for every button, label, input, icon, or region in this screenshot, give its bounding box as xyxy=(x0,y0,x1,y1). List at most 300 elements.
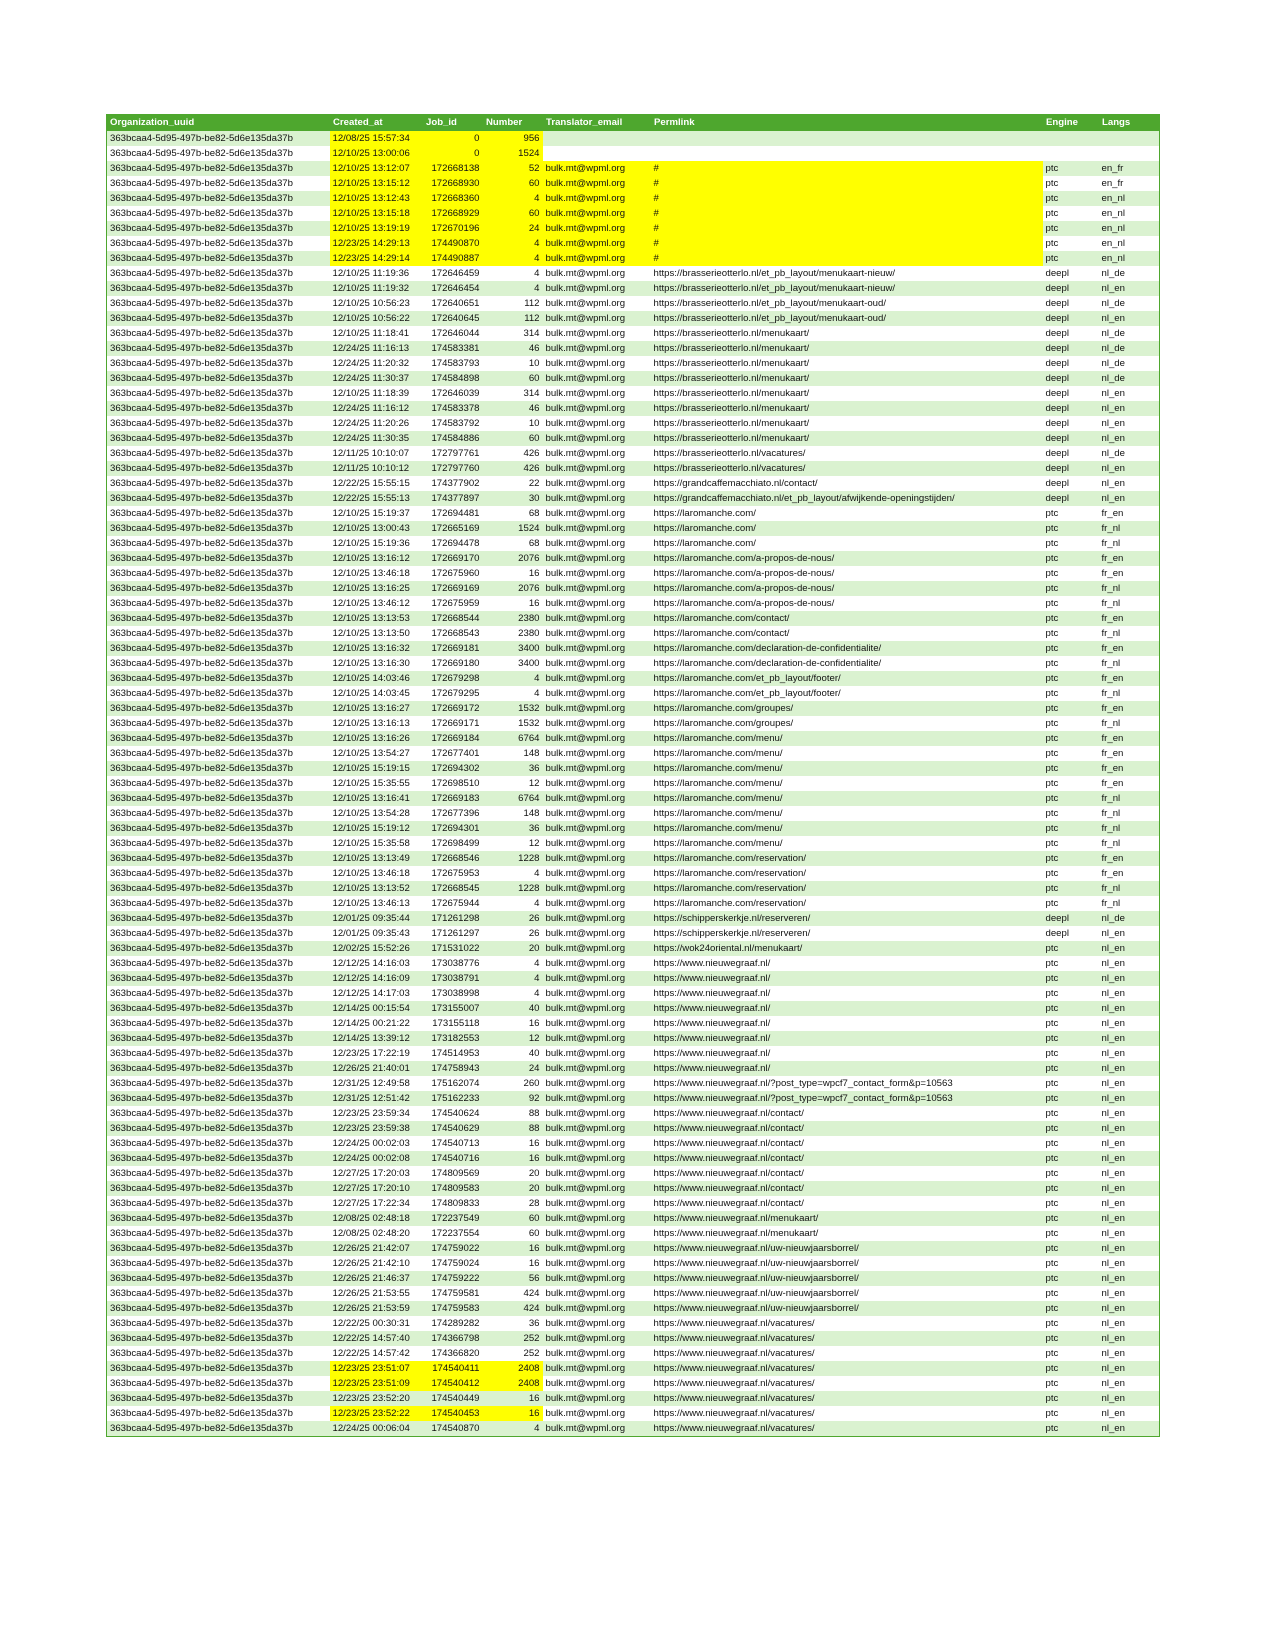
cell-organization-uuid: 363bcaa4-5d95-497b-be82-5d6e135da37b xyxy=(107,1286,330,1301)
cell-job-id: 172679295 xyxy=(423,686,483,701)
cell-number: 4 xyxy=(483,986,543,1001)
cell-organization-uuid: 363bcaa4-5d95-497b-be82-5d6e135da37b xyxy=(107,296,330,311)
cell-engine: ptc xyxy=(1043,581,1099,596)
cell-job-id: 174759581 xyxy=(423,1286,483,1301)
cell-permlink: https://laromanche.com/contact/ xyxy=(651,626,1043,641)
cell-job-id: 174366798 xyxy=(423,1331,483,1346)
cell-langs: fr_en xyxy=(1099,701,1160,716)
cell-permlink: https://brasserieotterlo.nl/et_pb_layout/menukaart-oud/ xyxy=(651,296,1043,311)
cell-number: 4 xyxy=(483,866,543,881)
cell-permlink: https://laromanche.com/et_pb_layout/footer/ xyxy=(651,686,1043,701)
cell-engine: ptc xyxy=(1043,746,1099,761)
cell-translator-email: bulk.mt@wpml.org xyxy=(543,266,651,281)
cell-langs: nl_en xyxy=(1099,386,1160,401)
cell-number: 424 xyxy=(483,1301,543,1316)
cell-langs: fr_en xyxy=(1099,851,1160,866)
cell-permlink: https://laromanche.com/contact/ xyxy=(651,611,1043,626)
cell-permlink: https://laromanche.com/a-propos-de-nous/ xyxy=(651,596,1043,611)
cell-engine: deepl xyxy=(1043,371,1099,386)
cell-permlink: https://www.nieuwegraaf.nl/vacatures/ xyxy=(651,1361,1043,1376)
table-row xyxy=(107,656,1160,671)
cell-created-at: 12/10/25 13:54:28 xyxy=(330,806,423,821)
cell-number: 260 xyxy=(483,1076,543,1091)
cell-number: 92 xyxy=(483,1091,543,1106)
cell-organization-uuid: 363bcaa4-5d95-497b-be82-5d6e135da37b xyxy=(107,476,330,491)
cell-translator-email: bulk.mt@wpml.org xyxy=(543,1406,651,1421)
cell-number: 6764 xyxy=(483,791,543,806)
cell-job-id: 172669169 xyxy=(423,581,483,596)
cell-translator-email: bulk.mt@wpml.org xyxy=(543,401,651,416)
cell-translator-email: bulk.mt@wpml.org xyxy=(543,956,651,971)
cell-engine: deepl xyxy=(1043,416,1099,431)
cell-job-id: 172675959 xyxy=(423,596,483,611)
cell-created-at: 12/24/25 11:30:37 xyxy=(330,371,423,386)
cell-translator-email: bulk.mt@wpml.org xyxy=(543,1391,651,1406)
table-row xyxy=(107,551,1160,566)
table-row xyxy=(107,176,1160,191)
cell-permlink: https://www.nieuwegraaf.nl/contact/ xyxy=(651,1106,1043,1121)
cell-permlink: https://laromanche.com/menu/ xyxy=(651,806,1043,821)
table-row xyxy=(107,1241,1160,1256)
cell-organization-uuid: 363bcaa4-5d95-497b-be82-5d6e135da37b xyxy=(107,566,330,581)
cell-langs: nl_en xyxy=(1099,461,1160,476)
cell-langs: fr_en xyxy=(1099,731,1160,746)
cell-number: 26 xyxy=(483,911,543,926)
cell-translator-email: bulk.mt@wpml.org xyxy=(543,296,651,311)
table-row xyxy=(107,476,1160,491)
cell-translator-email: bulk.mt@wpml.org xyxy=(543,581,651,596)
cell-permlink: https://www.nieuwegraaf.nl/uw-nieuwjaarsborrel/ xyxy=(651,1241,1043,1256)
cell-langs: nl_en xyxy=(1099,1271,1160,1286)
cell-organization-uuid: 363bcaa4-5d95-497b-be82-5d6e135da37b xyxy=(107,716,330,731)
cell-number: 1228 xyxy=(483,881,543,896)
cell-permlink: https://www.nieuwegraaf.nl/ xyxy=(651,986,1043,1001)
cell-langs: nl_en xyxy=(1099,1031,1160,1046)
cell-created-at: 12/02/25 15:52:26 xyxy=(330,941,423,956)
cell-number: 20 xyxy=(483,1181,543,1196)
cell-created-at: 12/10/25 11:19:32 xyxy=(330,281,423,296)
cell-number: 2380 xyxy=(483,626,543,641)
cell-engine: ptc xyxy=(1043,206,1099,221)
cell-permlink: https://www.nieuwegraaf.nl/ xyxy=(651,971,1043,986)
cell-job-id: 172669172 xyxy=(423,701,483,716)
cell-langs: nl_de xyxy=(1099,356,1160,371)
cell-engine: deepl xyxy=(1043,326,1099,341)
table-row xyxy=(107,461,1160,476)
cell-organization-uuid: 363bcaa4-5d95-497b-be82-5d6e135da37b xyxy=(107,641,330,656)
table-row xyxy=(107,686,1160,701)
cell-translator-email: bulk.mt@wpml.org xyxy=(543,1121,651,1136)
cell-organization-uuid: 363bcaa4-5d95-497b-be82-5d6e135da37b xyxy=(107,1031,330,1046)
cell-created-at: 12/23/25 23:52:22 xyxy=(330,1406,423,1421)
cell-translator-email: bulk.mt@wpml.org xyxy=(543,941,651,956)
cell-organization-uuid: 363bcaa4-5d95-497b-be82-5d6e135da37b xyxy=(107,611,330,626)
table-row xyxy=(107,701,1160,716)
cell-created-at: 12/08/25 15:57:34 xyxy=(330,131,423,147)
cell-created-at: 12/27/25 17:20:10 xyxy=(330,1181,423,1196)
table-row xyxy=(107,221,1160,236)
cell-langs: nl_en xyxy=(1099,1166,1160,1181)
cell-created-at: 12/10/25 15:19:36 xyxy=(330,536,423,551)
cell-created-at: 12/23/25 14:29:14 xyxy=(330,251,423,266)
cell-langs: fr_en xyxy=(1099,761,1160,776)
cell-permlink: https://www.nieuwegraaf.nl/uw-nieuwjaarsborrel/ xyxy=(651,1301,1043,1316)
cell-permlink: https://www.nieuwegraaf.nl/vacatures/ xyxy=(651,1376,1043,1391)
cell-translator-email: bulk.mt@wpml.org xyxy=(543,371,651,386)
cell-permlink: https://www.nieuwegraaf.nl/contact/ xyxy=(651,1166,1043,1181)
cell-engine: ptc xyxy=(1043,1391,1099,1406)
cell-created-at: 12/10/25 13:13:53 xyxy=(330,611,423,626)
cell-permlink: https://brasserieotterlo.nl/menukaart/ xyxy=(651,431,1043,446)
cell-translator-email: bulk.mt@wpml.org xyxy=(543,611,651,626)
cell-engine: ptc xyxy=(1043,161,1099,176)
cell-engine: deepl xyxy=(1043,311,1099,326)
cell-langs: nl_en xyxy=(1099,1136,1160,1151)
cell-permlink: https://grandcaffemacchiato.nl/et_pb_layout/afwijkende-openingstijden/ xyxy=(651,491,1043,506)
header-row xyxy=(107,115,1160,131)
cell-permlink: https://laromanche.com/declaration-de-confidentialite/ xyxy=(651,641,1043,656)
table-row xyxy=(107,491,1160,506)
cell-number: 4 xyxy=(483,896,543,911)
cell-permlink: https://schipperskerkje.nl/reserveren/ xyxy=(651,926,1043,941)
cell-organization-uuid: 363bcaa4-5d95-497b-be82-5d6e135da37b xyxy=(107,806,330,821)
cell-organization-uuid: 363bcaa4-5d95-497b-be82-5d6e135da37b xyxy=(107,896,330,911)
cell-translator-email: bulk.mt@wpml.org xyxy=(543,1346,651,1361)
cell-langs: nl_en xyxy=(1099,971,1160,986)
cell-engine: ptc xyxy=(1043,1031,1099,1046)
cell-organization-uuid: 363bcaa4-5d95-497b-be82-5d6e135da37b xyxy=(107,1256,330,1271)
cell-number: 28 xyxy=(483,1196,543,1211)
col-header-translator-email: Translator_email xyxy=(543,115,651,131)
cell-created-at: 12/11/25 10:10:07 xyxy=(330,446,423,461)
cell-engine: ptc xyxy=(1043,941,1099,956)
cell-translator-email: bulk.mt@wpml.org xyxy=(543,1166,651,1181)
cell-langs: nl_en xyxy=(1099,926,1160,941)
cell-translator-email: bulk.mt@wpml.org xyxy=(543,911,651,926)
cell-number: 426 xyxy=(483,446,543,461)
cell-number: 2076 xyxy=(483,581,543,596)
cell-translator-email: bulk.mt@wpml.org xyxy=(543,1091,651,1106)
cell-langs: fr_en xyxy=(1099,566,1160,581)
cell-langs: fr_en xyxy=(1099,551,1160,566)
cell-created-at: 12/10/25 13:16:25 xyxy=(330,581,423,596)
cell-permlink: https://laromanche.com/menu/ xyxy=(651,836,1043,851)
cell-permlink: https://laromanche.com/ xyxy=(651,506,1043,521)
cell-created-at: 12/26/25 21:53:55 xyxy=(330,1286,423,1301)
cell-created-at: 12/10/25 13:12:43 xyxy=(330,191,423,206)
cell-engine: ptc xyxy=(1043,611,1099,626)
cell-permlink: https://brasserieotterlo.nl/menukaart/ xyxy=(651,371,1043,386)
cell-langs: nl_en xyxy=(1099,1316,1160,1331)
cell-translator-email: bulk.mt@wpml.org xyxy=(543,851,651,866)
cell-permlink: https://laromanche.com/menu/ xyxy=(651,776,1043,791)
cell-job-id: 174584898 xyxy=(423,371,483,386)
cell-permlink: https://www.nieuwegraaf.nl/contact/ xyxy=(651,1181,1043,1196)
cell-translator-email: bulk.mt@wpml.org xyxy=(543,731,651,746)
table-row xyxy=(107,761,1160,776)
cell-number: 1228 xyxy=(483,851,543,866)
cell-created-at: 12/23/25 23:51:07 xyxy=(330,1361,423,1376)
cell-organization-uuid: 363bcaa4-5d95-497b-be82-5d6e135da37b xyxy=(107,191,330,206)
table-row xyxy=(107,371,1160,386)
cell-organization-uuid: 363bcaa4-5d95-497b-be82-5d6e135da37b xyxy=(107,311,330,326)
cell-organization-uuid: 363bcaa4-5d95-497b-be82-5d6e135da37b xyxy=(107,1316,330,1331)
cell-organization-uuid: 363bcaa4-5d95-497b-be82-5d6e135da37b xyxy=(107,1196,330,1211)
cell-engine: ptc xyxy=(1043,1376,1099,1391)
cell-translator-email: bulk.mt@wpml.org xyxy=(543,536,651,551)
table-row xyxy=(107,716,1160,731)
cell-number: 16 xyxy=(483,1241,543,1256)
cell-number: 112 xyxy=(483,311,543,326)
cell-translator-email: bulk.mt@wpml.org xyxy=(543,1136,651,1151)
cell-engine: ptc xyxy=(1043,1001,1099,1016)
cell-created-at: 12/10/25 13:46:18 xyxy=(330,566,423,581)
cell-job-id: 173182553 xyxy=(423,1031,483,1046)
cell-translator-email: bulk.mt@wpml.org xyxy=(543,386,651,401)
cell-langs: en_fr xyxy=(1099,161,1160,176)
cell-created-at: 12/10/25 10:56:22 xyxy=(330,311,423,326)
cell-number: 3400 xyxy=(483,656,543,671)
cell-langs: fr_en xyxy=(1099,866,1160,881)
cell-translator-email: bulk.mt@wpml.org xyxy=(543,1271,651,1286)
cell-job-id: 174759022 xyxy=(423,1241,483,1256)
cell-permlink: https://www.nieuwegraaf.nl/uw-nieuwjaarsborrel/ xyxy=(651,1256,1043,1271)
cell-engine: ptc xyxy=(1043,731,1099,746)
cell-job-id: 174377897 xyxy=(423,491,483,506)
cell-created-at: 12/10/25 11:18:41 xyxy=(330,326,423,341)
cell-permlink: https://www.nieuwegraaf.nl/ xyxy=(651,1016,1043,1031)
cell-organization-uuid: 363bcaa4-5d95-497b-be82-5d6e135da37b xyxy=(107,971,330,986)
table-row xyxy=(107,971,1160,986)
table-row xyxy=(107,1061,1160,1076)
cell-langs: nl_en xyxy=(1099,1376,1160,1391)
cell-permlink: https://laromanche.com/a-propos-de-nous/ xyxy=(651,551,1043,566)
cell-langs: fr_nl xyxy=(1099,836,1160,851)
cell-number: 4 xyxy=(483,191,543,206)
cell-number: 46 xyxy=(483,401,543,416)
cell-number: 4 xyxy=(483,236,543,251)
cell-created-at: 12/08/25 02:48:18 xyxy=(330,1211,423,1226)
cell-organization-uuid: 363bcaa4-5d95-497b-be82-5d6e135da37b xyxy=(107,866,330,881)
cell-number: 112 xyxy=(483,296,543,311)
cell-langs: nl_de xyxy=(1099,326,1160,341)
cell-job-id: 174809583 xyxy=(423,1181,483,1196)
cell-translator-email: bulk.mt@wpml.org xyxy=(543,1256,651,1271)
cell-number: 2380 xyxy=(483,611,543,626)
table-row xyxy=(107,896,1160,911)
cell-translator-email: bulk.mt@wpml.org xyxy=(543,431,651,446)
cell-job-id: 172668360 xyxy=(423,191,483,206)
cell-permlink: https://laromanche.com/reservation/ xyxy=(651,851,1043,866)
cell-created-at: 12/10/25 13:15:12 xyxy=(330,176,423,191)
cell-organization-uuid: 363bcaa4-5d95-497b-be82-5d6e135da37b xyxy=(107,1061,330,1076)
cell-engine: deepl xyxy=(1043,266,1099,281)
cell-langs: nl_en xyxy=(1099,1091,1160,1106)
cell-translator-email: bulk.mt@wpml.org xyxy=(543,521,651,536)
cell-permlink: https://brasserieotterlo.nl/menukaart/ xyxy=(651,416,1043,431)
cell-permlink: https://www.nieuwegraaf.nl/vacatures/ xyxy=(651,1346,1043,1361)
cell-translator-email: bulk.mt@wpml.org xyxy=(543,926,651,941)
cell-engine: ptc xyxy=(1043,1151,1099,1166)
cell-engine: ptc xyxy=(1043,1046,1099,1061)
cell-langs: fr_en xyxy=(1099,671,1160,686)
cell-number: 56 xyxy=(483,1271,543,1286)
cell-organization-uuid: 363bcaa4-5d95-497b-be82-5d6e135da37b xyxy=(107,551,330,566)
cell-job-id: 172640645 xyxy=(423,311,483,326)
cell-organization-uuid: 363bcaa4-5d95-497b-be82-5d6e135da37b xyxy=(107,461,330,476)
cell-permlink: https://www.nieuwegraaf.nl/ xyxy=(651,1061,1043,1076)
cell-engine: deepl xyxy=(1043,431,1099,446)
cell-number: 10 xyxy=(483,416,543,431)
cell-created-at: 12/10/25 15:19:37 xyxy=(330,506,423,521)
col-header-langs: Langs xyxy=(1099,115,1160,131)
cell-translator-email: bulk.mt@wpml.org xyxy=(543,476,651,491)
cell-langs: fr_en xyxy=(1099,506,1160,521)
cell-number: 148 xyxy=(483,746,543,761)
cell-permlink: https://www.nieuwegraaf.nl/vacatures/ xyxy=(651,1331,1043,1346)
cell-langs: fr_nl xyxy=(1099,806,1160,821)
cell-number: 68 xyxy=(483,536,543,551)
cell-translator-email: bulk.mt@wpml.org xyxy=(543,671,651,686)
cell-number: 46 xyxy=(483,341,543,356)
table-row xyxy=(107,1271,1160,1286)
cell-engine: ptc xyxy=(1043,806,1099,821)
cell-translator-email: bulk.mt@wpml.org xyxy=(543,206,651,221)
cell-created-at: 12/08/25 02:48:20 xyxy=(330,1226,423,1241)
cell-organization-uuid: 363bcaa4-5d95-497b-be82-5d6e135da37b xyxy=(107,326,330,341)
cell-permlink: https://laromanche.com/menu/ xyxy=(651,746,1043,761)
cell-translator-email: bulk.mt@wpml.org xyxy=(543,311,651,326)
table-body xyxy=(107,131,1160,1437)
cell-number: 40 xyxy=(483,1046,543,1061)
cell-permlink: https://www.nieuwegraaf.nl/?post_type=wpcf7_contact_form&p=10563 xyxy=(651,1076,1043,1091)
cell-engine: ptc xyxy=(1043,1256,1099,1271)
cell-langs: fr_nl xyxy=(1099,821,1160,836)
cell-langs: nl_de xyxy=(1099,296,1160,311)
cell-permlink: https://laromanche.com/menu/ xyxy=(651,791,1043,806)
cell-langs: nl_en xyxy=(1099,1406,1160,1421)
table-row xyxy=(107,1016,1160,1031)
cell-number: 60 xyxy=(483,206,543,221)
cell-langs: nl_en xyxy=(1099,1391,1160,1406)
cell-permlink: https://schipperskerkje.nl/reserveren/ xyxy=(651,911,1043,926)
cell-organization-uuid: 363bcaa4-5d95-497b-be82-5d6e135da37b xyxy=(107,1421,330,1437)
cell-organization-uuid: 363bcaa4-5d95-497b-be82-5d6e135da37b xyxy=(107,506,330,521)
cell-created-at: 12/10/25 13:16:26 xyxy=(330,731,423,746)
cell-organization-uuid: 363bcaa4-5d95-497b-be82-5d6e135da37b xyxy=(107,671,330,686)
cell-organization-uuid: 363bcaa4-5d95-497b-be82-5d6e135da37b xyxy=(107,1076,330,1091)
cell-number: 2408 xyxy=(483,1361,543,1376)
cell-job-id: 0 xyxy=(423,131,483,147)
cell-job-id: 173038791 xyxy=(423,971,483,986)
cell-created-at: 12/10/25 10:56:23 xyxy=(330,296,423,311)
cell-translator-email: bulk.mt@wpml.org xyxy=(543,1031,651,1046)
cell-organization-uuid: 363bcaa4-5d95-497b-be82-5d6e135da37b xyxy=(107,701,330,716)
cell-organization-uuid: 363bcaa4-5d95-497b-be82-5d6e135da37b xyxy=(107,656,330,671)
cell-organization-uuid: 363bcaa4-5d95-497b-be82-5d6e135da37b xyxy=(107,731,330,746)
cell-langs: nl_en xyxy=(1099,476,1160,491)
cell-engine: ptc xyxy=(1043,1181,1099,1196)
cell-permlink: https://laromanche.com/ xyxy=(651,536,1043,551)
cell-number: 16 xyxy=(483,1151,543,1166)
cell-langs: fr_nl xyxy=(1099,881,1160,896)
cell-job-id: 172668138 xyxy=(423,161,483,176)
cell-created-at: 12/24/25 00:02:08 xyxy=(330,1151,423,1166)
cell-langs: fr_nl xyxy=(1099,626,1160,641)
cell-translator-email: bulk.mt@wpml.org xyxy=(543,176,651,191)
table-row xyxy=(107,821,1160,836)
cell-created-at: 12/24/25 11:16:13 xyxy=(330,341,423,356)
cell-job-id: 173038776 xyxy=(423,956,483,971)
cell-organization-uuid: 363bcaa4-5d95-497b-be82-5d6e135da37b xyxy=(107,371,330,386)
cell-organization-uuid: 363bcaa4-5d95-497b-be82-5d6e135da37b xyxy=(107,776,330,791)
cell-job-id: 174366820 xyxy=(423,1346,483,1361)
table-row xyxy=(107,266,1160,281)
cell-langs: nl_de xyxy=(1099,341,1160,356)
cell-langs: nl_en xyxy=(1099,1331,1160,1346)
cell-created-at: 12/22/25 15:55:13 xyxy=(330,491,423,506)
cell-created-at: 12/10/25 13:16:12 xyxy=(330,551,423,566)
cell-organization-uuid: 363bcaa4-5d95-497b-be82-5d6e135da37b xyxy=(107,221,330,236)
table-row xyxy=(107,671,1160,686)
cell-translator-email: bulk.mt@wpml.org xyxy=(543,461,651,476)
cell-created-at: 12/24/25 00:02:03 xyxy=(330,1136,423,1151)
cell-permlink: https://www.nieuwegraaf.nl/menukaart/ xyxy=(651,1226,1043,1241)
cell-job-id: 172694302 xyxy=(423,761,483,776)
cell-langs: nl_de xyxy=(1099,446,1160,461)
cell-permlink: https://www.nieuwegraaf.nl/vacatures/ xyxy=(651,1406,1043,1421)
cell-created-at: 12/10/25 15:35:58 xyxy=(330,836,423,851)
cell-created-at: 12/10/25 15:19:15 xyxy=(330,761,423,776)
cell-organization-uuid: 363bcaa4-5d95-497b-be82-5d6e135da37b xyxy=(107,1181,330,1196)
cell-created-at: 12/26/25 21:42:10 xyxy=(330,1256,423,1271)
cell-created-at: 12/10/25 15:35:55 xyxy=(330,776,423,791)
table-row xyxy=(107,1136,1160,1151)
cell-translator-email: bulk.mt@wpml.org xyxy=(543,236,651,251)
cell-organization-uuid: 363bcaa4-5d95-497b-be82-5d6e135da37b xyxy=(107,536,330,551)
cell-number: 314 xyxy=(483,326,543,341)
cell-engine xyxy=(1043,146,1099,161)
cell-organization-uuid: 363bcaa4-5d95-497b-be82-5d6e135da37b xyxy=(107,146,330,161)
cell-langs: nl_en xyxy=(1099,1361,1160,1376)
cell-permlink: https://www.nieuwegraaf.nl/ xyxy=(651,956,1043,971)
cell-job-id: 0 xyxy=(423,146,483,161)
cell-langs: en_nl xyxy=(1099,206,1160,221)
cell-permlink: https://brasserieotterlo.nl/menukaart/ xyxy=(651,341,1043,356)
cell-job-id: 172694481 xyxy=(423,506,483,521)
cell-translator-email: bulk.mt@wpml.org xyxy=(543,1316,651,1331)
cell-permlink: https://laromanche.com/menu/ xyxy=(651,761,1043,776)
cell-engine: ptc xyxy=(1043,1226,1099,1241)
cell-langs: fr_en xyxy=(1099,641,1160,656)
cell-engine: ptc xyxy=(1043,1406,1099,1421)
cell-permlink: https://brasserieotterlo.nl/menukaart/ xyxy=(651,386,1043,401)
table-row xyxy=(107,281,1160,296)
cell-langs: nl_en xyxy=(1099,1106,1160,1121)
cell-number: 60 xyxy=(483,1211,543,1226)
cell-job-id: 172668546 xyxy=(423,851,483,866)
cell-job-id: 174583792 xyxy=(423,416,483,431)
cell-job-id: 174540629 xyxy=(423,1121,483,1136)
table-row xyxy=(107,566,1160,581)
table-row xyxy=(107,341,1160,356)
cell-translator-email: bulk.mt@wpml.org xyxy=(543,1151,651,1166)
table-row xyxy=(107,731,1160,746)
cell-engine: ptc xyxy=(1043,791,1099,806)
cell-organization-uuid: 363bcaa4-5d95-497b-be82-5d6e135da37b xyxy=(107,266,330,281)
cell-job-id: 174583378 xyxy=(423,401,483,416)
table-row xyxy=(107,1421,1160,1437)
